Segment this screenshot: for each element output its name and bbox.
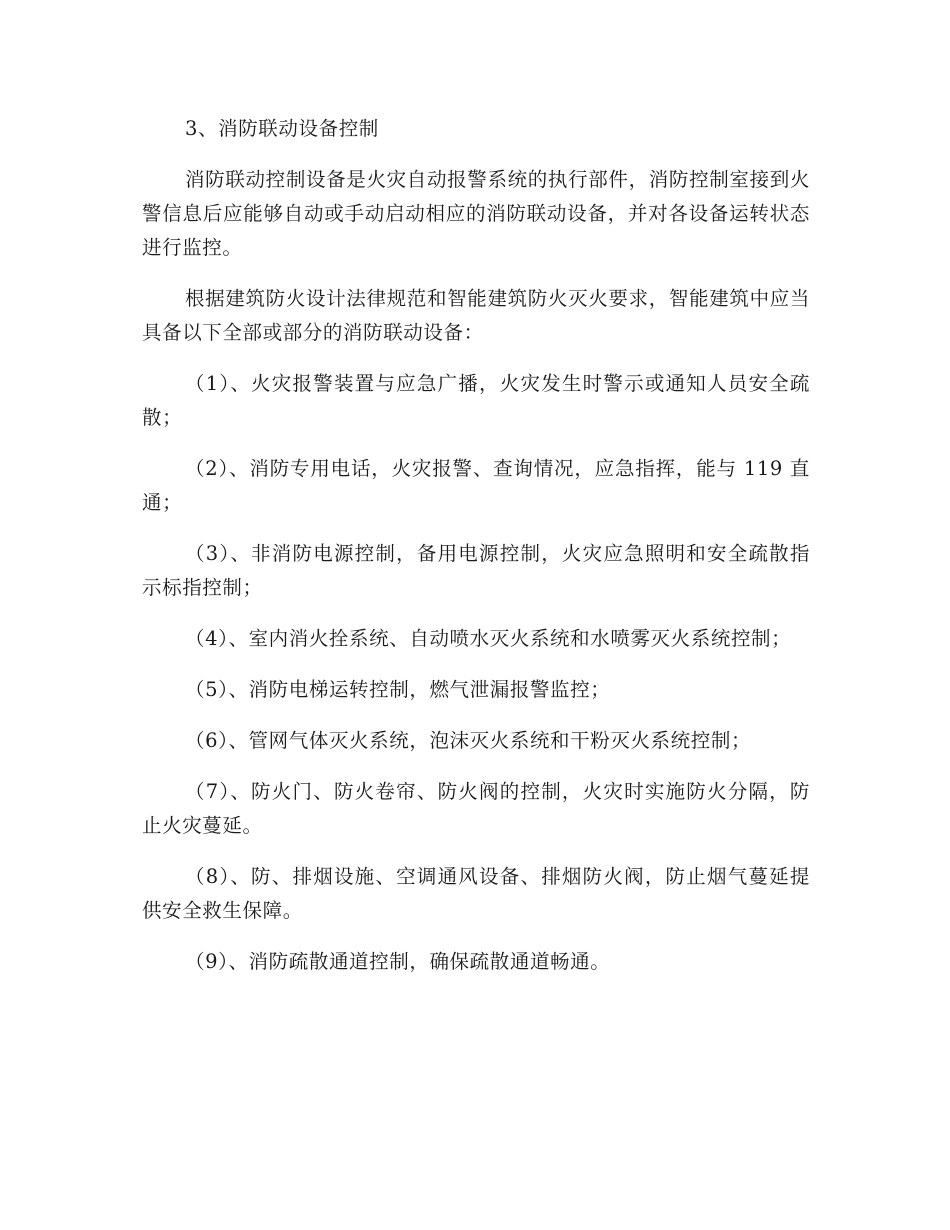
list-item-2: （2）、消防专用电话，火灾报警、查询情况，应急指挥，能与 119 直通； <box>142 457 810 514</box>
list-item-1: （1）、火灾报警装置与应急广播，火灾发生时警示或通知人员安全疏散； <box>142 372 810 429</box>
document-body <box>142 112 810 996</box>
list-item-8: （8）、防、排烟设施、空调通风设备、排烟防火阀，防止烟气蔓延提供安全救生保障。 <box>142 865 810 922</box>
intro-paragraph: 消防联动控制设备是火灾自动报警系统的执行部件，消防控制室接到火警信息后应能够自动或手动启动相应的消防联动设备，并对各设备运转状态进行监控。 <box>142 168 810 259</box>
list-item-7: （7）、防火门、防火卷帘、防火阀的控制，火灾时实施防火分隔，防止火灾蔓延。 <box>142 780 810 837</box>
requirements-paragraph: 根据建筑防火设计法律规范和智能建筑防火灭火要求，智能建筑中应当具备以下全部或部分的消防联动设备： <box>142 287 810 344</box>
list-item-4: （4）、室内消火拴系统、自动喷水灭火系统和水喷雾灭火系统控制； <box>185 627 792 650</box>
list-item-9: （9）、消防疏散通道控制，确保疏散通道畅通。 <box>185 950 611 973</box>
list-item-5: （5）、消防电梯运转控制，燃气泄漏报警监控； <box>185 678 611 701</box>
list-item-6: （6）、管网气体灭火系统，泡沫灭火系统和干粉灭火系统控制； <box>185 729 752 752</box>
list-item-3: （3）、非消防电源控制，备用电源控制，火灾应急照明和安全疏散指示标指控制； <box>142 542 810 599</box>
section-heading: 3、消防联动设备控制 <box>185 117 379 140</box>
